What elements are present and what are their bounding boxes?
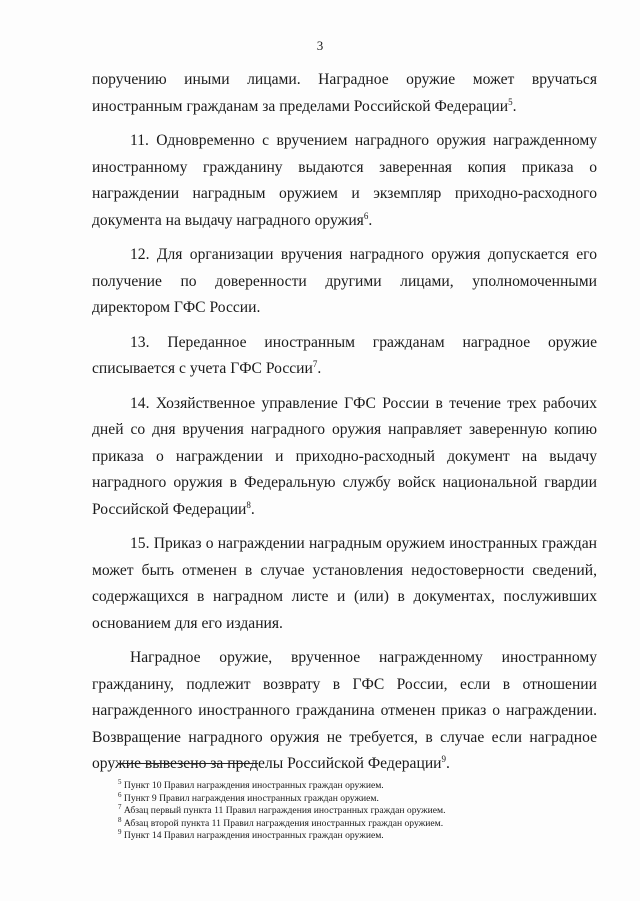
body-text [92,67,597,778]
paragraph-11: 11. Одновременно с вручением наградного оружия награжденному иностранному гражданину выдаются заверенная копия приказа о награждении наградным оружием и экземпляр приходно-расходного документа на выдачу наградного оружия$^6$. [92,132,597,229]
footnote-item: $^7$ Абзац первый пункта 11 Правил награждения иностранных граждан оружием. [118,803,446,817]
footnote-ref: 5 [508,96,513,107]
footnotes [118,777,598,843]
footnote-item: $^8$ Абзац второй пункта 11 Правил награждения иностранных граждан оружием. [118,815,444,829]
paragraph-15: 15. Приказ о награждении наградным оружием иностранных граждан может быть отменен в случае установления недостоверности сведений, содержащихся в наградном листе и (или) в документах, послуживших основанием для его издания. [92,535,597,632]
paragraph-12: 12. Для организации вручения наградного оружия допускается его получение по доверенности другими лицами, уполномоченными директором ГФС России. [92,246,597,316]
footnote-ref: 7 [312,358,318,369]
paragraph-13: 13. Переданное иностранным гражданам наградное оружие списывается с учета ГФС России$^7$. [92,333,597,377]
footnote-separator [118,763,258,764]
footnote-item: $^6$ Пункт 9 Правил награждения иностранных граждан оружием. [118,790,379,804]
paragraph-15-second: Наградное оружие, врученное награжденному иностранному гражданину, подлежит возврату в ГФС России, если в отношении награжденного иностранного гражданина отменен приказ о награждении. Возвращение наградного оружия не требуется, в случае если наградное оружие вывезено за пределы Российской Федерации$^9$. [92,649,597,772]
footnote-item: $^9$ Пункт 14 Правил награждения иностранных граждан оружием. [118,828,384,842]
footnote-ref: 6 [363,210,369,221]
footnote-item: $^5$ Пункт 10 Правил награждения иностранных граждан оружием. [118,777,384,791]
paragraph-14: 14. Хозяйственное управление ГФС России в течение трех рабочих дней со дня вручения наградного оружия направляет заверенную копию приказа о награждении и приходно-расходный документ на выдачу наградного оружия в Федеральную службу войск национальной гвардии Российской Федерации$^8$. [92,394,597,518]
page-number: 3 [316,38,324,53]
footnote-ref: 8 [246,499,251,510]
paragraph-continuation: поручению иными лицами. Наградное оружие может вручаться иностранным гражданам за пределами Российской Федерации$^5$. [92,71,597,115]
footnote-ref: 9 [441,753,447,764]
